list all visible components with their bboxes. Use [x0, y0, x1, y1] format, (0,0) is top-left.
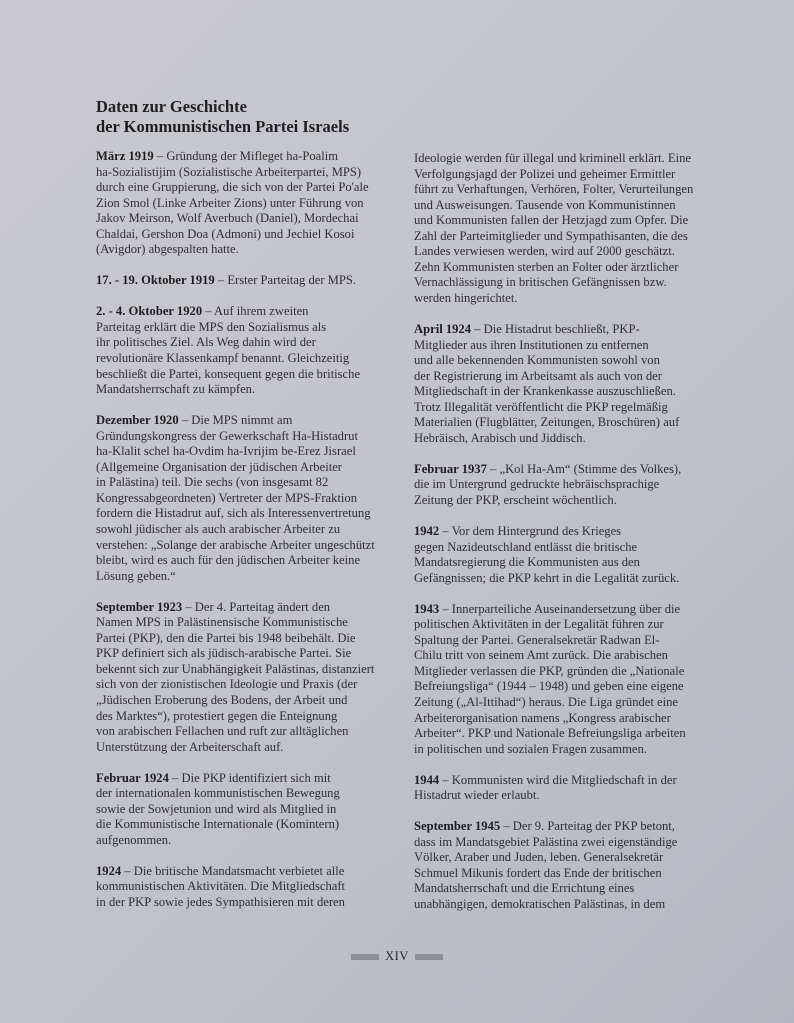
- entry-date: September 1945: [414, 819, 501, 834]
- entry-text: Kommunisten wird die Mitgliedschaft in der Histadrut wieder erlaubt.: [414, 772, 677, 803]
- entry-text: Die Histadrut beschließt, PKP- Mitglieder aus ihren Institutionen zu entfernen und alle bekennenden Kommunisten sowohl von der Registrierung im Arbeitsamt als auch von der Mitgliedschaft in der Krankenkasse auszuschließen. Trotz Illegalität veröffentlicht die PKP regelmäßig Materialien (Flugblätter, Zeitungen, Broschüren) auf Hebräisch, Arabisch und Jiddisch.: [414, 321, 680, 445]
- timeline-entry: [96, 413, 401, 584]
- entry-dash: –: [205, 304, 212, 319]
- timeline-entry: [414, 322, 719, 446]
- footer-rule-right: [415, 954, 443, 960]
- left-column: [96, 149, 401, 926]
- entry-date: September 1923: [96, 599, 183, 614]
- timeline-entry: [96, 771, 401, 849]
- entry-text: Die MPS nimmt am Gründungskongress der Gewerkschaft Ha-Histadrut ha-Klalit schel ha-Ovdim ha-Ivrijim be-Erez Jisrael (Allgemeine Organisation der jüdischen Arbeiter in Palästina) teil. Die sechs (von insgesamt 82 Kongressabgeordneten) Vertreter der MPS-Fraktion fordern die Histadrut auf, sich als Interessenvertretung sowohl jüdischer als auch arabischer Arbeiter zu verstehen: „Solange der arabische Arbeiter ungeschützt bleibt, wird es auch für den jüdischen Arbeiter keine Lösung geben.“: [96, 413, 375, 583]
- entry-text: Vor dem Hintergrund des Krieges gegen Nazideutschland entlässt die britische Mandatsregierung die Kommunisten aus den Gefängnissen; die PKP kehrt in die Legalität zurück.: [414, 523, 680, 585]
- entry-dash: –: [217, 273, 225, 288]
- entry-text: Erster Parteitag der MPS.: [227, 273, 357, 288]
- entry-dash: –: [442, 523, 449, 538]
- entry-date: Dezember 1920: [96, 413, 179, 428]
- page-title-line-2: der Kommunistischen Partei Israels: [96, 117, 350, 136]
- entry-date: April 1924: [414, 321, 472, 336]
- entry-date: 1943: [414, 601, 440, 616]
- entry-dash: –: [156, 149, 164, 163]
- entry-date: 1942: [414, 523, 440, 538]
- entry-date: 1944: [414, 772, 440, 787]
- timeline-entry: [414, 602, 719, 757]
- page-number: XIV: [385, 949, 409, 963]
- entry-text: Auf ihrem zweiten Parteitag erklärt die MPS den Sozialismus als ihr politisches Ziel. Als Weg dahin wird der revolutionäre Klassenkampf benannt. Gleichzeitig beschließt die Partei, konsequent gegen die britische Mandatsherrschaft zu kämpfen.: [96, 304, 361, 397]
- entry-text: Die PKP identifiziert sich mit der internationalen kommunistischen Bewegung sowie der Sowjetunion und wird als Mitglied in die Kommunistische Internationale (Komintern) aufgenommen.: [96, 770, 340, 847]
- page-title: [96, 97, 416, 137]
- page-title-line-1: Daten zur Geschichte: [96, 97, 247, 116]
- entry-dash: –: [503, 819, 510, 834]
- entry-dash: –: [124, 863, 131, 878]
- entry-dash: –: [474, 321, 481, 336]
- entry-date: 1924: [96, 863, 122, 878]
- entry-dash: –: [185, 599, 192, 614]
- entry-date: 17. - 19. Oktober 1919: [96, 273, 215, 288]
- timeline-entry: [414, 773, 719, 804]
- entry-dash: –: [442, 601, 449, 616]
- timeline-entry: [96, 600, 401, 755]
- entry-text: Der 9. Parteitag der PKP betont, dass im Mandatsgebiet Palästina zwei eigenständige Völker, Araber und Juden, leben. Generalsekretär Schmuel Mikunis fordert das Ende der britischen Mandatsherrschaft und die Errichtung eines unabhängigen, demokratischen Palästinas, in dem: [414, 819, 678, 911]
- page-footer: [0, 949, 794, 964]
- entry-date: März 1919: [96, 149, 154, 163]
- entry-text: Innerparteiliche Auseinandersetzung über die politischen Aktivitäten in der Legalität führen zur Spaltung der Partei. Generalsekretär Radwan El- Chilu tritt von seinem Amt zurück. Die arabischen Mitglieder verlassen die PKP, gründen die „Nationale Befreiungsliga“ (1944 – 1948) und geben eine eigene Zeitung („Al-Ittihad“) heraus. Die Liga gründet eine Arbeiterorganisation namens „Kongress arabischer Arbeiter“. PKP und Nationale Befreiungsliga arbeiten in politischen und sozialen Fragen zusammen.: [414, 601, 686, 756]
- timeline-entry: [96, 149, 401, 258]
- entry-text: Gründung der Mifleget ha-Poalim ha-Sozialistijim (Sozialistische Arbeiterpartei, MPS) durch eine Gruppierung, die sich von der Partei Po'ale Zion Smol (Linke Arbeiter Zions) unter Führung von Jakov Meirson, Wolf Averbuch (Daniel), Mordechai Chaldai, Gershon Doa (Admoni) und Jechiel Kosoi (Avigdor) abgespalten hatte.: [96, 149, 369, 257]
- entry-text: Die britische Mandatsmacht verbietet alle kommunistischen Aktivitäten. Die Mitgliedschaft in der PKP sowie jedes Sympathisieren mit deren: [96, 863, 346, 909]
- entry-continuation: Ideologie werden für illegal und kriminell erklärt. Eine Verfolgungsjagd der Polizei und geheimer Ermittler führt zu Verhaftungen, Verhören, Folter, Verurteilungen und Ausweisungen. Tausende von Kommunistinnen und Kommunisten fallen der Hetzjagd zum Opfer. Die Zahl der Parteimitglieder und Sympathisanten, die des Landes verwiesen werden, wird auf 2000 geschätzt. Zehn Kommunisten sterben an Folter oder ärztlicher Vernachlässigung in britischen Gefängnissen bzw. werden hingerichtet.: [414, 151, 694, 305]
- entry-text: „Kol Ha-Am“ (Stimme des Volkes), die im Untergrund gedruckte hebräischsprachige Zeitung der PKP, erscheint wöchentlich.: [414, 461, 682, 507]
- entry-dash: –: [172, 770, 179, 785]
- entry-dash: –: [490, 461, 497, 476]
- entry-dash: –: [181, 413, 189, 428]
- timeline-entry: [414, 462, 719, 509]
- timeline-entry: [96, 273, 401, 289]
- footer-rule-left: [351, 954, 379, 960]
- timeline-entry: [414, 819, 719, 912]
- entry-date: Februar 1937: [414, 461, 487, 476]
- entry-dash: –: [442, 772, 449, 787]
- timeline-entry: [414, 524, 719, 586]
- entry-date: 2. - 4. Oktober 1920: [96, 304, 203, 319]
- entry-text: Der 4. Parteitag ändert den Namen MPS in Palästinensische Kommunistische Partei (PKP), den die Partei bis 1948 beibehält. Die PKP definiert sich als jüdisch-arabische Partei. Sie bekennt sich zur Unabhängigkeit Palästinas, distanziert sich von der zionistischen Ideologie und Praxis (der „Jüdischen Eroberung des Bodens, der Arbeit und des Marktes“), protestiert gegen die Enteignung von arabischen Fellachen und ruft zur alltäglichen Unterstützung der Arbeiterschaft auf.: [96, 599, 375, 754]
- entry-date: Februar 1924: [96, 770, 169, 785]
- right-column: [414, 151, 719, 928]
- timeline-entry: [96, 864, 401, 911]
- timeline-entry: [96, 304, 401, 397]
